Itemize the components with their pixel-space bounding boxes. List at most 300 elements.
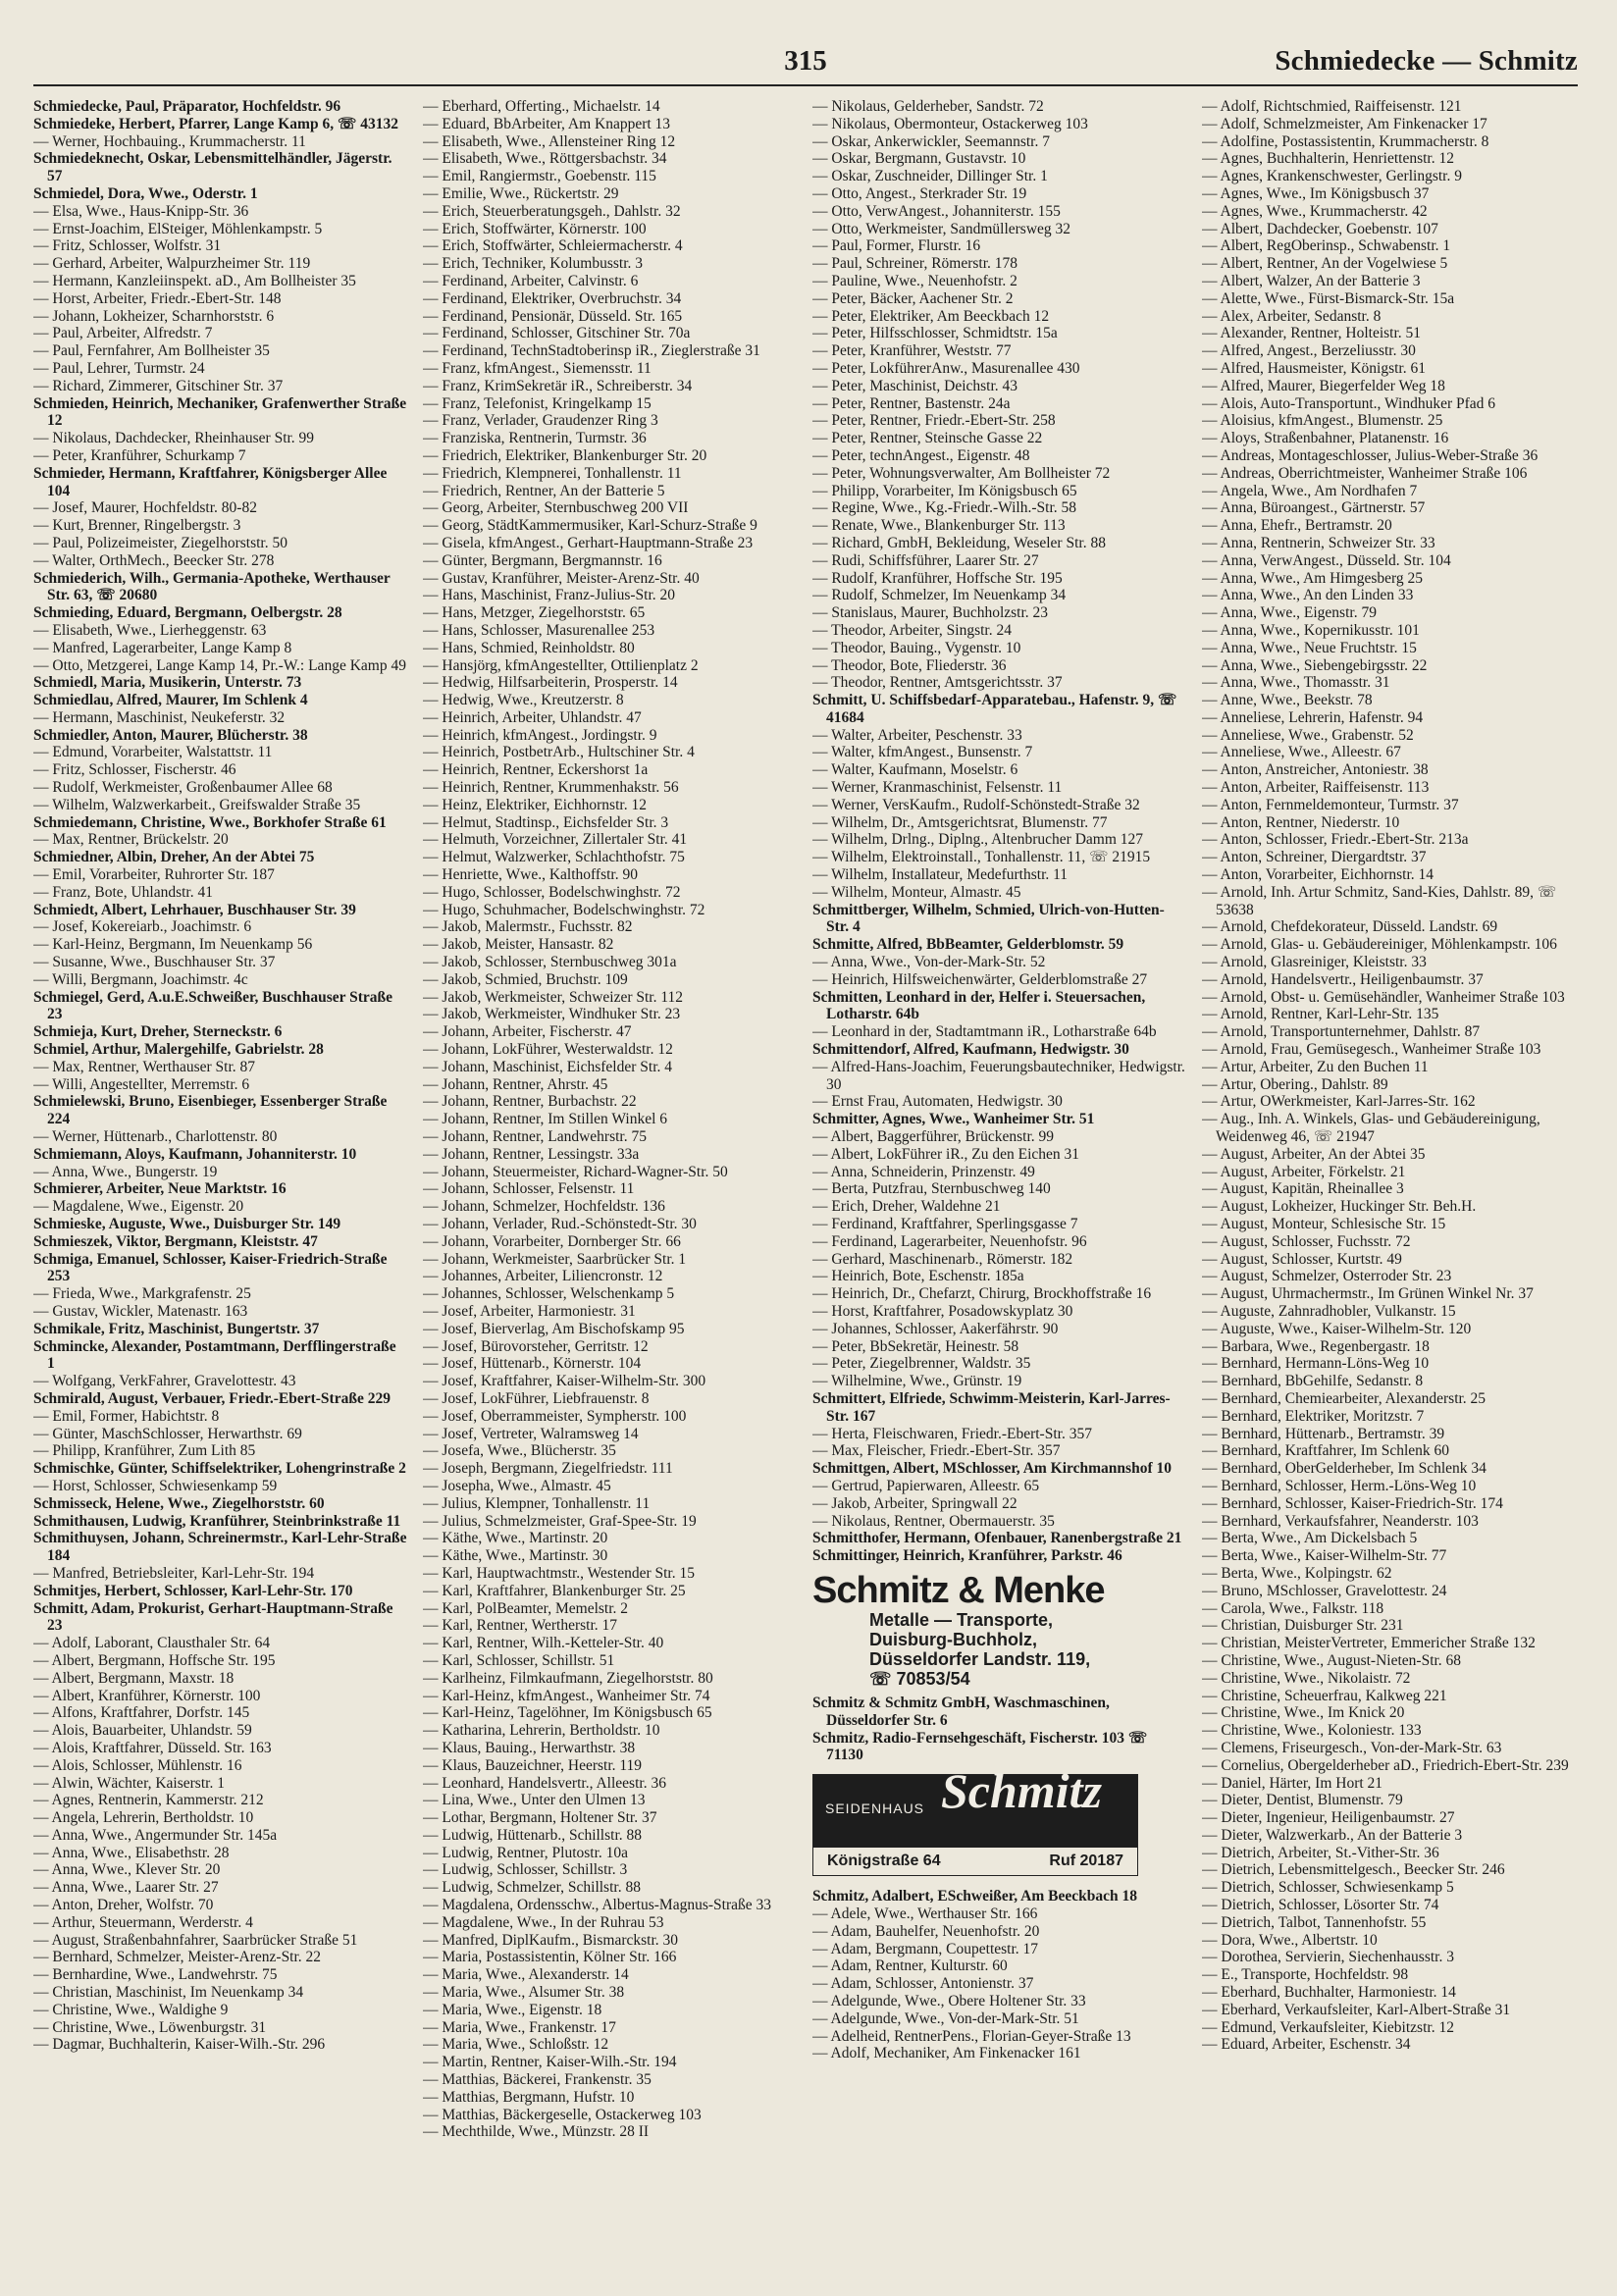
directory-entry: — Bernhard, OberGelderheber, Im Schlenk 34: [1202, 1460, 1487, 1478]
directory-entry: — Adam, Schlosser, Antonienstr. 37: [812, 1975, 1034, 1993]
directory-entry: — Walter, Kaufmann, Moselstr. 6: [812, 761, 1018, 779]
directory-entry: — Adele, Wwe., Werthauser Str. 166: [812, 1905, 1038, 1922]
directory-entry: — Berta, Putzfrau, Sternbuschweg 140: [812, 1180, 1051, 1198]
directory-entry: — Gertrud, Papierwaren, Alleestr. 65: [812, 1477, 1040, 1494]
directory-entry: — Arnold, Handelsvertr., Heiligenbaumstr. 37: [1202, 970, 1484, 988]
directory-entry: — Hansjörg, kfmAngestellter, Ottilienplatz 2: [423, 656, 699, 674]
directory-entry: — Gustav, Kranführer, Meister-Arenz-Str. 40: [423, 569, 700, 587]
directory-entry: — Peter, Ziegelbrenner, Waldstr. 35: [812, 1355, 1031, 1373]
directory-entry: — Joseph, Bergmann, Ziegelfriedstr. 111: [423, 1460, 673, 1478]
directory-entry: — Georg, StädtKammermusiker, Karl-Schurz-Straße 9: [423, 517, 757, 535]
directory-entry: — Anton, Anstreicher, Antoniestr. 38: [1202, 761, 1429, 779]
directory-entry: — Alex, Arbeiter, Sedanstr. 8: [1202, 307, 1382, 325]
directory-entry: — Käthe, Wwe., Martinstr. 30: [423, 1547, 608, 1565]
directory-entry: — Arnold, Chefdekorateur, Düsseld. Landstr. 69: [1202, 918, 1498, 936]
directory-entry: — Friedrich, Elektriker, Blankenburger Str. 20: [423, 446, 707, 464]
directory-entry: Schmiedemann, Christine, Wwe., Borkhofer Straße 61: [33, 813, 387, 831]
directory-entry: — August, Uhrmachermstr., Im Grünen Winkel Nr. 37: [1202, 1285, 1534, 1303]
directory-entry: — Wilhelm, Installateur, Medefurthstr. 11: [812, 866, 1069, 884]
directory-entry: Schmittinger, Heinrich, Kranführer, Parkstr. 46: [812, 1547, 1122, 1565]
directory-entry: — Julius, Schmelzmeister, Graf-Spee-Str. 19: [423, 1512, 697, 1530]
directory-entry: — Philipp, Kranführer, Zum Lith 85: [33, 1442, 256, 1460]
directory-entry: — Josef, Arbeiter, Harmoniestr. 31: [423, 1302, 636, 1320]
directory-entry: — Maria, Wwe., Eigenstr. 18: [423, 2001, 602, 2018]
directory-entry: — Ernst-Joachim, ElSteiger, Möhlenkampstr. 5: [33, 220, 323, 237]
directory-entry: — August, Lokheizer, Huckinger Str. Beh.H.: [1202, 1198, 1477, 1216]
directory-entry: — Jakob, Schmied, Bruchstr. 109: [423, 970, 628, 988]
directory-entry: Schmincke, Alexander, Postamtmann, Derfflingerstraße 1: [33, 1337, 396, 1373]
directory-entry: — Andreas, Montageschlosser, Julius-Weber-Straße 36: [1202, 446, 1539, 464]
directory-entry: — Arthur, Steuermann, Werderstr. 4: [33, 1913, 253, 1931]
directory-entry: — Renate, Wwe., Blankenburger Str. 113: [812, 517, 1066, 535]
directory-entry: — Max, Rentner, Brückelstr. 20: [33, 831, 229, 849]
directory-entry: Schmiedlau, Alfred, Maurer, Im Schlenk 4: [33, 692, 308, 709]
directory-entry: — Agnes, Rentnerin, Kammerstr. 212: [33, 1792, 264, 1809]
directory-entry: — Alfred, Maurer, Biegerfelder Weg 18: [1202, 377, 1445, 394]
column-1: [33, 98, 407, 2284]
directory-entry: — Julius, Klempner, Tonhallenstr. 11: [423, 1494, 651, 1512]
directory-entry: — Anna, Wwe., Eigenstr. 79: [1202, 604, 1377, 622]
directory-entry: — Agnes, Wwe., Im Königsbusch 37: [1202, 184, 1430, 202]
directory-entry: — Eberhard, Offerting., Michaelstr. 14: [423, 98, 660, 115]
directory-entry: — Wilhelm, Walzwerkarbeit., Greifswalder Straße 35: [33, 796, 361, 813]
directory-entry: — Johann, Rentner, Im Stillen Winkel 6: [423, 1111, 668, 1128]
directory-entry: Schmittendorf, Alfred, Kaufmann, Hedwigstr. 30: [812, 1041, 1129, 1059]
header-rule: [33, 84, 1578, 86]
ad-line: ☏ 70853/54: [869, 1668, 970, 1689]
directory-entry: — Anton, Rentner, Niederstr. 10: [1202, 813, 1400, 831]
directory-entry: — Werner, Hochbauing., Krummacherstr. 11: [33, 132, 306, 150]
directory-entry: — Paul, Former, Flurstr. 16: [812, 237, 981, 255]
directory-entry: — Elisabeth, Wwe., Lierheggenstr. 63: [33, 621, 267, 639]
directory-entry: — Emil, Rangiermstr., Goebenstr. 115: [423, 168, 656, 185]
page-number: 315: [784, 45, 827, 77]
directory-entry: — Wilhelm, Drlng., Diplng., Altenbrucher Damm 127: [812, 831, 1144, 849]
directory-entry: — Theodor, Bote, Fliederstr. 36: [812, 656, 1007, 674]
directory-entry: — Josef, Vertreter, Walramsweg 14: [423, 1425, 639, 1442]
seidenhaus-footer: [813, 1848, 1137, 1875]
directory-entry: — Berta, Wwe., Kaiser-Wilhelm-Str. 77: [1202, 1547, 1447, 1565]
directory-entry: — Ludwig, Hüttenarb., Schillstr. 88: [423, 1826, 643, 1844]
directory-entry: — Jakob, Werkmeister, Windhuker Str. 23: [423, 1006, 681, 1023]
directory-entry: Schmitten, Leonhard in der, Helfer i. Steuersachen, Lotharstr. 64b: [812, 988, 1146, 1023]
directory-entry: Schmitz, Adalbert, ESchweißer, Am Beeckbach 18: [812, 1888, 1137, 1905]
directory-entry: — Elisabeth, Wwe., Allensteiner Ring 12: [423, 132, 676, 150]
directory-entry: — Berta, Wwe., Am Dickelsbach 5: [1202, 1530, 1418, 1547]
directory-entry: — Gisela, kfmAngest., Gerhart-Hauptmann-Straße 23: [423, 534, 754, 551]
directory-entry: — Anton, Fernmeldemonteur, Turmstr. 37: [1202, 796, 1459, 813]
directory-entry: — Ludwig, Schmelzer, Schillstr. 88: [423, 1879, 641, 1897]
directory-entry: — Eduard, BbArbeiter, Am Knappert 13: [423, 115, 671, 132]
directory-entry: — Peter, BbSekretär, Heinestr. 58: [812, 1337, 1019, 1355]
directory-entry: Schmitthofer, Hermann, Ofenbauer, Ranenbergstraße 21: [812, 1530, 1182, 1547]
directory-entry: Schmitter, Agnes, Wwe., Wanheimer Str. 51: [812, 1111, 1095, 1128]
directory-entry: — Heinrich, PostbetrArb., Hultschiner Str. 4: [423, 744, 695, 761]
schmitz-menke-ad: [812, 1571, 1186, 1689]
directory-entry: — Anne, Wwe., Beekstr. 78: [1202, 692, 1373, 709]
directory-entry: — Katharina, Lehrerin, Bertholdstr. 10: [423, 1722, 660, 1740]
directory-entry: — Kurt, Brenner, Ringelbergstr. 3: [33, 517, 241, 535]
directory-entry: — Manfred, Lagerarbeiter, Lange Kamp 8: [33, 639, 292, 656]
directory-entry: — Peter, Bäcker, Aachener Str. 2: [812, 289, 1014, 307]
directory-entry: — Klaus, Bauzeichner, Heerstr. 119: [423, 1756, 643, 1774]
column-3-entries: [812, 98, 1186, 1565]
directory-entry: — Johann, Schmelzer, Hochfeldstr. 136: [423, 1198, 665, 1216]
directory-entry: — Auguste, Wwe., Kaiser-Wilhelm-Str. 120: [1202, 1320, 1472, 1337]
directory-entry: — Paul, Arbeiter, Alfredstr. 7: [33, 325, 213, 342]
ad-title: Schmitz & Menke: [812, 1569, 1105, 1611]
directory-entry: — Richard, Zimmerer, Gitschiner Str. 37: [33, 377, 284, 394]
directory-entry: Schmitt, Adam, Prokurist, Gerhart-Hauptmann-Straße 23: [33, 1599, 393, 1635]
directory-entry: — Albert, LokFührer iR., Zu den Eichen 31: [812, 1145, 1080, 1163]
directory-entry: — Ferdinand, Kraftfahrer, Sperlingsgasse 7: [812, 1216, 1078, 1232]
directory-entry: — Erich, Stoffwärter, Körnerstr. 100: [423, 220, 647, 237]
directory-entry: — Anna, Wwe., Klever Str. 20: [33, 1861, 221, 1879]
directory-entry: — Franziska, Rentnerin, Turmstr. 36: [423, 430, 647, 447]
directory-entry: — E., Transporte, Hochfeldstr. 98: [1202, 1966, 1409, 1984]
directory-entry: Schmiemann, Aloys, Kaufmann, Johanniterstr. 10: [33, 1145, 357, 1163]
directory-entry: — Adam, Bergmann, Coupettestr. 17: [812, 1940, 1039, 1957]
directory-entry: — Christine, Wwe., Löwenburgstr. 31: [33, 2018, 267, 2036]
directory-entry: — Nikolaus, Obermonteur, Ostackerweg 103: [812, 115, 1088, 132]
directory-entry: — Johann, Rentner, Landwehrstr. 75: [423, 1128, 647, 1146]
directory-entry: — Henriette, Wwe., Kalthoffstr. 90: [423, 866, 638, 884]
directory-entry: — Pauline, Wwe., Neuenhofstr. 2: [812, 272, 1017, 289]
directory-entry: — Dietrich, Schlosser, Lösorter Str. 74: [1202, 1897, 1439, 1914]
directory-entry: — Anna, Wwe., Angermunder Str. 145a: [33, 1826, 278, 1844]
directory-entry: — Carola, Wwe., Falkstr. 118: [1202, 1599, 1384, 1617]
directory-entry: — Karl, Hauptwachtmstr., Westender Str. 15: [423, 1564, 695, 1582]
directory-entry: — Anton, Dreher, Wolfstr. 70: [33, 1897, 214, 1914]
directory-entry: — Heinrich, Rentner, Eckershorst 1a: [423, 761, 649, 779]
directory-entry: — Walter, kfmAngest., Bunsenstr. 7: [812, 744, 1033, 761]
directory-entry: — Albert, Kranführer, Körnerstr. 100: [33, 1687, 261, 1704]
directory-entry: — Otto, VerwAngest., Johanniterstr. 155: [812, 202, 1061, 220]
directory-entry: — Albert, Walzer, An der Batterie 3: [1202, 272, 1421, 289]
directory-entry: — Bernhard, Hermann-Löns-Weg 10: [1202, 1355, 1430, 1373]
directory-entry: — Jakob, Arbeiter, Springwall 22: [812, 1494, 1017, 1512]
directory-entry: — Josef, Kraftfahrer, Kaiser-Wilhelm-Str. 300: [423, 1373, 706, 1390]
directory-entry: — August, Kapitän, Rheinallee 3: [1202, 1180, 1404, 1198]
directory-entry: — Barbara, Wwe., Regenbergastr. 18: [1202, 1337, 1430, 1355]
directory-entry: — Bernhardine, Wwe., Landwehrstr. 75: [33, 1966, 278, 1984]
directory-entry: — Friedrich, Klempnerei, Tonhallenstr. 11: [423, 464, 682, 482]
directory-entry: — Otto, Metzgerei, Lange Kamp 14, Pr.-W.: Lange Kamp 49: [33, 656, 406, 674]
directory-entry: — Alfred, Hausmeister, Königstr. 61: [1202, 359, 1426, 377]
directory-entry: — Ludwig, Schlosser, Schillstr. 3: [423, 1861, 628, 1879]
directory-entry: — Manfred, Betriebsleiter, Karl-Lehr-Str. 194: [33, 1564, 315, 1582]
directory-entry: — Otto, Angest., Sterkrader Str. 19: [812, 184, 1027, 202]
directory-entry: — Heinrich, Dr., Chefarzt, Chirurg, Brockhoffstraße 16: [812, 1285, 1152, 1303]
directory-entry: Schmiedeke, Herbert, Pfarrer, Lange Kamp 6, ☏ 43132: [33, 115, 398, 132]
directory-entry: — Christine, Wwe., Nikolaistr. 72: [1202, 1669, 1411, 1687]
directory-entry: — Richard, GmbH, Bekleidung, Weseler Str. 88: [812, 534, 1106, 551]
directory-entry: — Bernhard, Schmelzer, Meister-Arenz-Str. 22: [33, 1949, 322, 1966]
directory-entry: — Ferdinand, Arbeiter, Calvinstr. 6: [423, 272, 639, 289]
directory-entry: — Johann, Werkmeister, Saarbrücker Str. 1: [423, 1250, 687, 1268]
directory-entry: — Alfons, Kraftfahrer, Dorfstr. 145: [33, 1704, 250, 1722]
directory-entry: — Willi, Angestellter, Merremstr. 6: [33, 1075, 250, 1093]
directory-entry: — Emil, Former, Habichtstr. 8: [33, 1407, 220, 1425]
directory-entry: — Adolf, Richtschmied, Raiffeisenstr. 121: [1202, 98, 1462, 115]
directory-entry: — Helmuth, Vorzeichner, Zillertaler Str. 41: [423, 831, 688, 849]
column-2: [423, 98, 797, 2284]
directory-entry: — Karl, PolBeamter, Memelstr. 2: [423, 1599, 629, 1617]
directory-entry: — Arnold, Obst- u. Gemüsehändler, Wanheimer Straße 103: [1202, 988, 1565, 1006]
directory-entry: — Matthias, Bergmann, Hufstr. 10: [423, 2088, 635, 2106]
directory-entry: — Josefa, Wwe., Blücherstr. 35: [423, 1442, 616, 1460]
directory-entry: Schmiederich, Wilh., Germania-Apotheke, Werthauser Str. 63, ☏ 20680: [33, 569, 391, 604]
directory-entry: — Ferdinand, Pensionär, Düsseld. Str. 165: [423, 307, 683, 325]
directory-entry: — Josef, Kokereiarb., Joachimstr. 6: [33, 918, 252, 936]
directory-entry: Schmiga, Emanuel, Schlosser, Kaiser-Friedrich-Straße 253: [33, 1250, 388, 1285]
directory-entry: — Hermann, Kanzleiinspekt. aD., Am Bollheister 35: [33, 272, 356, 289]
directory-entry: — Johannes, Schlosser, Aakerfährstr. 90: [812, 1320, 1059, 1337]
directory-entry: — Eberhard, Verkaufsleiter, Karl-Albert-Straße 31: [1202, 2001, 1511, 2018]
directory-entry: — Anna, Wwe., Laarer Str. 27: [33, 1879, 219, 1897]
directory-entry: — Auguste, Zahnradhobler, Vulkanstr. 15: [1202, 1302, 1456, 1320]
directory-entry: — Hans, Schlosser, Masurenallee 253: [423, 621, 655, 639]
directory-entry: — Ferdinand, Elektriker, Overbruchstr. 34: [423, 289, 682, 307]
directory-entry: — Oskar, Ankerwickler, Seemannstr. 7: [812, 132, 1050, 150]
directory-entry: — Susanne, Wwe., Buschhauser Str. 37: [33, 954, 276, 971]
directory-entry: — Cornelius, Obergelderheber aD., Friedrich-Ebert-Str. 239: [1202, 1756, 1569, 1774]
directory-entry: — Johann, Verlader, Rud.-Schönstedt-Str. 30: [423, 1216, 697, 1232]
directory-entry: — Franz, kfmAngest., Siemensstr. 11: [423, 359, 652, 377]
directory-entry: — Anna, Wwe., Von-der-Mark-Str. 52: [812, 954, 1046, 971]
directory-entry: — Albert, Dachdecker, Goebenstr. 107: [1202, 220, 1438, 237]
directory-entry: — Ernst Frau, Automaten, Hedwigstr. 30: [812, 1093, 1063, 1111]
seidenhaus-address: Königstraße 64: [827, 1852, 941, 1870]
directory-entry: — Hedwig, Hilfsarbeiterin, Prosperstr. 14: [423, 674, 678, 692]
directory-entry: — Peter, Kranführer, Weststr. 77: [812, 342, 1012, 360]
directory-entry: — August, Schlosser, Kurtstr. 49: [1202, 1250, 1402, 1268]
directory-entry: — Johann, Lokheizer, Scharnhorststr. 6: [33, 307, 275, 325]
directory-entry: — Hugo, Schuhmacher, Bodelschwinghstr. 72: [423, 901, 705, 918]
directory-entry: — Leonhard, Handelsvertr., Alleestr. 36: [423, 1774, 666, 1792]
directory-entry: — Anna, Wwe., Elisabethstr. 28: [33, 1844, 230, 1861]
directory-entry: — Artur, Obering., Dahlstr. 89: [1202, 1075, 1388, 1093]
directory-entry: — Johann, Steuermeister, Richard-Wagner-Str. 50: [423, 1163, 728, 1180]
directory-entry: — Wilhelmine, Wwe., Grünstr. 19: [812, 1373, 1022, 1390]
directory-entry: — Anna, Wwe., Am Himgesberg 25: [1202, 569, 1424, 587]
directory-entry: — Dorothea, Servierin, Siechenhausstr. 3: [1202, 1949, 1454, 1966]
directory-entry: — Albert, Bergmann, Hoffsche Str. 195: [33, 1651, 276, 1669]
directory-entry: — Maria, Wwe., Alexanderstr. 14: [423, 1966, 629, 1984]
directory-entry: — Rudolf, Schmelzer, Im Neuenkamp 34: [812, 587, 1067, 604]
directory-entry: — Hugo, Schlosser, Bodelschwinghstr. 72: [423, 883, 681, 901]
seidenhaus-ad: [812, 1763, 1138, 1876]
directory-entry: — Josef, Oberrammeister, Sympherstr. 100: [423, 1407, 687, 1425]
directory-entry: — Maria, Wwe., Frankenstr. 17: [423, 2018, 616, 2036]
directory-columns: [33, 98, 1578, 2284]
directory-entry: — Alois, Schlosser, Mühlenstr. 16: [33, 1756, 242, 1774]
directory-entry: — August, Arbeiter, An der Abtei 35: [1202, 1145, 1426, 1163]
directory-entry: — Peter, Elektriker, Am Beeckbach 12: [812, 307, 1050, 325]
directory-entry: — Emilie, Wwe., Rückertstr. 29: [423, 184, 619, 202]
directory-entry: — Albert, Rentner, An der Vogelwiese 5: [1202, 255, 1448, 273]
directory-entry: — Bernhard, Verkaufsfahrer, Neanderstr. 103: [1202, 1512, 1479, 1530]
directory-entry: Schmielewski, Bruno, Eisenbieger, Essenberger Straße 224: [33, 1093, 388, 1128]
directory-entry: — Agnes, Buchhalterin, Henriettenstr. 12: [1202, 150, 1454, 168]
column-3-after-entries: [812, 1888, 1186, 2062]
seidenhaus-banner: [813, 1763, 1137, 1848]
directory-entry: — Karlheinz, Filmkaufmann, Ziegelhorststr. 80: [423, 1669, 713, 1687]
directory-entry: — Heinrich, Arbeiter, Uhlandstr. 47: [423, 708, 642, 726]
directory-entry: — Albert, Baggerführer, Brückenstr. 99: [812, 1128, 1055, 1146]
directory-entry: — Fritz, Schlosser, Wolfstr. 31: [33, 237, 222, 255]
directory-entry: — Paul, Lehrer, Turmstr. 24: [33, 359, 205, 377]
directory-entry: — Hans, Maschinist, Franz-Julius-Str. 20: [423, 587, 676, 604]
directory-entry: — Wilhelm, Elektroinstall., Tonhallenstr. 11, ☏ 21915: [812, 849, 1151, 866]
directory-entry: — Dietrich, Schlosser, Schwiesenkamp 5: [1202, 1879, 1454, 1897]
directory-entry: — Herta, Fleischwaren, Friedr.-Ebert-Str. 357: [812, 1425, 1092, 1442]
column-3: [812, 98, 1186, 2284]
directory-entry: — Ferdinand, TechnStadtoberinsp iR., Zieglerstraße 31: [423, 342, 760, 360]
directory-entry: Schmithausen, Ludwig, Kranführer, Steinbrinkstraße 11: [33, 1512, 401, 1530]
directory-entry: Schmiedeknecht, Oskar, Lebensmittelhändler, Jägerstr. 57: [33, 150, 392, 185]
directory-entry: — Rudolf, Kranführer, Hoffsche Str. 195: [812, 569, 1063, 587]
directory-entry: — Philipp, Vorarbeiter, Im Königsbusch 65: [812, 482, 1077, 499]
directory-entry: — Adam, Rentner, Kulturstr. 60: [812, 1957, 1008, 1975]
directory-entry: — Dora, Wwe., Albertstr. 10: [1202, 1931, 1378, 1949]
directory-entry: — Matthias, Bäckergeselle, Ostackerweg 103: [423, 2106, 702, 2123]
directory-entry: — Arnold, Rentner, Karl-Lehr-Str. 135: [1202, 1006, 1439, 1023]
directory-entry: — Alfred, Angest., Berzeliusstr. 30: [1202, 342, 1416, 360]
directory-entry: — Ferdinand, Lagerarbeiter, Neuenhofstr. 96: [812, 1232, 1087, 1250]
directory-entry: Schmittgen, Albert, MSchlosser, Am Kirchmannshof 10: [812, 1460, 1172, 1478]
directory-entry: — Jakob, Malermstr., Fuchsstr. 82: [423, 918, 633, 936]
directory-entry: — Werner, Kranmaschinist, Felsenstr. 11: [812, 779, 1063, 797]
directory-entry: — Arnold, Frau, Gemüsegesch., Wanheimer Straße 103: [1202, 1041, 1541, 1059]
directory-entry: Schmiel, Arthur, Malergehilfe, Gabrielstr. 28: [33, 1041, 324, 1059]
directory-entry: Schmieding, Eduard, Bergmann, Oelbergstr. 28: [33, 604, 342, 622]
directory-entry: — Hans, Metzger, Ziegelhorststr. 65: [423, 604, 646, 622]
directory-entry: — Karl-Heinz, Bergmann, Im Neuenkamp 56: [33, 936, 313, 954]
directory-entry: — Horst, Schlosser, Schwiesenkamp 59: [33, 1477, 278, 1494]
directory-entry: — Daniel, Härter, Im Hort 21: [1202, 1774, 1383, 1792]
directory-entry: Schmieja, Kurt, Dreher, Sterneckstr. 6: [33, 1023, 283, 1041]
directory-entry: — Albert, RegOberinsp., Schwabenstr. 1: [1202, 237, 1451, 255]
directory-entry: — Johann, Rentner, Lessingstr. 33a: [423, 1145, 640, 1163]
directory-entry: — Christine, Wwe., Im Knick 20: [1202, 1704, 1405, 1722]
directory-entry: Schmiedl, Maria, Musikerin, Unterstr. 73: [33, 674, 302, 692]
directory-entry: — August, Schlosser, Fuchsstr. 72: [1202, 1232, 1411, 1250]
directory-entry: — Angela, Wwe., Am Nordhafen 7: [1202, 482, 1418, 499]
directory-entry: Schmiedel, Dora, Wwe., Oderstr. 1: [33, 184, 258, 202]
directory-entry: — Johann, Rentner, Burbachstr. 22: [423, 1093, 637, 1111]
directory-entry: — Clemens, Friseurgesch., Von-der-Mark-Str. 63: [1202, 1739, 1502, 1756]
directory-entry: — Franz, Telefonist, Kringelkamp 15: [423, 394, 652, 412]
seidenhaus-label: SEIDENHAUS: [825, 1800, 925, 1817]
directory-entry: — Anna, Schneiderin, Prinzenstr. 49: [812, 1163, 1035, 1180]
directory-entry: — Anna, Wwe., Neue Fruchtstr. 15: [1202, 639, 1417, 656]
directory-entry: — Heinrich, Hilfsweichenwärter, Gelderblomstraße 27: [812, 970, 1148, 988]
directory-entry: — Fritz, Schlosser, Fischerstr. 46: [33, 761, 236, 779]
directory-entry: — Dieter, Ingenieur, Heiligenbaumstr. 27: [1202, 1809, 1455, 1827]
directory-entry: Schmirald, August, Verbauer, Friedr.-Ebert-Straße 229: [33, 1389, 391, 1407]
directory-entry: — Anna, Rentnerin, Schweizer Str. 33: [1202, 534, 1435, 551]
directory-entry: — Walter, OrthMech., Beecker Str. 278: [33, 551, 275, 569]
directory-entry: — Christian, MeisterVertreter, Emmericher Straße 132: [1202, 1635, 1536, 1652]
directory-entry: — Josepha, Wwe., Almastr. 45: [423, 1477, 611, 1494]
directory-entry: — Edmund, Vorarbeiter, Walstattstr. 11: [33, 744, 273, 761]
directory-entry: — Maria, Postassistentin, Kölner Str. 166: [423, 1949, 677, 1966]
directory-entry: Schmieder, Hermann, Kraftfahrer, Königsberger Allee 104: [33, 464, 388, 499]
directory-entry: — Helmut, Walzwerker, Schlachthofstr. 75: [423, 849, 685, 866]
directory-entry: — Franz, Verlader, Graudenzer Ring 3: [423, 412, 658, 430]
directory-entry: — Anneliese, Wwe., Grabenstr. 52: [1202, 726, 1414, 744]
directory-entry: — Eberhard, Buchhalter, Harmoniestr. 14: [1202, 1984, 1456, 2002]
directory-entry: — Bernhard, Hüttenarb., Bertramstr. 39: [1202, 1425, 1445, 1442]
directory-entry: Schmittberger, Wilhelm, Schmied, Ulrich-von-Hutten-Str. 4: [812, 901, 1165, 936]
directory-entry: — Peter, Kranführer, Schurkamp 7: [33, 446, 246, 464]
directory-entry: — Bernhard, BbGehilfe, Sedanstr. 8: [1202, 1373, 1424, 1390]
directory-entry: Schmieske, Auguste, Wwe., Duisburger Str. 149: [33, 1216, 341, 1232]
directory-entry: — Günter, Bergmann, Bergmannstr. 16: [423, 551, 662, 569]
directory-entry: — August, Arbeiter, Förkelstr. 21: [1202, 1163, 1406, 1180]
directory-entry: — Erich, Steuerberatungsgeh., Dahlstr. 32: [423, 202, 681, 220]
seidenhaus-phone: Ruf 20187: [1049, 1852, 1123, 1870]
directory-entry: — Paul, Fernfahrer, Am Bollheister 35: [33, 342, 270, 360]
page-header: [33, 43, 1578, 82]
directory-entry: — Magdalene, Wwe., In der Ruhrau 53: [423, 1913, 664, 1931]
directory-entry: — Elsa, Wwe., Haus-Knipp-Str. 36: [33, 202, 249, 220]
directory-entry: — Alfred-Hans-Joachim, Feuerungsbautechniker, Hedwigstr. 30: [812, 1058, 1185, 1093]
directory-entry: — Anna, Büroangest., Gärtnerstr. 57: [1202, 499, 1426, 517]
directory-entry: — Hermann, Maschinist, Neukeferstr. 32: [33, 708, 286, 726]
directory-entry: — Christian, Maschinist, Im Neuenkamp 34: [33, 1984, 304, 2002]
directory-entry: — Helmut, Stadtinsp., Eichsfelder Str. 3: [423, 813, 669, 831]
directory-entry: — Heinrich, Rentner, Krummenhakstr. 56: [423, 779, 679, 797]
directory-entry: — Dieter, Walzwerkarb., An der Batterie 3: [1202, 1826, 1463, 1844]
directory-entry: — Maria, Wwe., Schloßstr. 12: [423, 2036, 609, 2054]
directory-entry: — Agnes, Wwe., Krummacherstr. 42: [1202, 202, 1428, 220]
directory-entry: Schmierer, Arbeiter, Neue Marktstr. 16: [33, 1180, 287, 1198]
directory-entry: — Maria, Wwe., Alsumer Str. 38: [423, 1984, 625, 2002]
directory-entry: — Oskar, Zuschneider, Dillinger Str. 1: [812, 168, 1048, 185]
directory-entry: — Theodor, Rentner, Amtsgerichtsstr. 37: [812, 674, 1063, 692]
directory-entry: — Johannes, Arbeiter, Liliencronstr. 12: [423, 1268, 663, 1285]
directory-entry: — Anton, Schreiner, Diergardtstr. 37: [1202, 849, 1427, 866]
ad-line: Duisburg-Buchholz,: [869, 1629, 1037, 1649]
directory-entry: — Josef, Bierverlag, Am Bischofskamp 95: [423, 1320, 685, 1337]
directory-entry: — Georg, Arbeiter, Sternbuschweg 200 VII: [423, 499, 689, 517]
directory-entry: — Dieter, Dentist, Blumenstr. 79: [1202, 1792, 1403, 1809]
directory-entry: — Christine, Wwe., Waldighe 9: [33, 2001, 229, 2018]
directory-entry: — Karl, Rentner, Wertherstr. 17: [423, 1617, 618, 1635]
directory-entry: — Johann, Vorarbeiter, Dornberger Str. 66: [423, 1232, 681, 1250]
directory-entry: — Josef, Bürovorsteher, Gerritstr. 12: [423, 1337, 649, 1355]
directory-entry: — Christine, Wwe., Koloniestr. 133: [1202, 1722, 1422, 1740]
directory-entry: — August, Schmelzer, Osterroder Str. 23: [1202, 1268, 1452, 1285]
directory-entry: — Dietrich, Talbot, Tannenhofstr. 55: [1202, 1913, 1427, 1931]
directory-entry: — Christine, Scheuerfrau, Kalkweg 221: [1202, 1687, 1447, 1704]
directory-entry: — Karl, Rentner, Wilh.-Ketteler-Str. 40: [423, 1635, 664, 1652]
directory-entry: — Leonhard in der, Stadtamtmann iR., Lotharstraße 64b: [812, 1023, 1157, 1041]
directory-entry: — Anna, Ehefr., Bertramstr. 20: [1202, 517, 1392, 535]
directory-entry: — Magdalene, Wwe., Eigenstr. 20: [33, 1198, 244, 1216]
directory-entry: Schmisseck, Helene, Wwe., Ziegelhorststr. 60: [33, 1494, 325, 1512]
directory-entry: — Max, Fleischer, Friedr.-Ebert-Str. 357: [812, 1442, 1061, 1460]
directory-entry: — Horst, Arbeiter, Friedr.-Ebert-Str. 148: [33, 289, 282, 307]
directory-entry: — Friedrich, Rentner, An der Batterie 5: [423, 482, 665, 499]
directory-entry: — Erich, Techniker, Kolumbusstr. 3: [423, 255, 644, 273]
directory-entry: — Jakob, Schlosser, Sternbuschweg 301a: [423, 954, 677, 971]
directory-entry: — Anton, Schlosser, Friedr.-Ebert-Str. 213a: [1202, 831, 1469, 849]
directory-entry: — Berta, Wwe., Kolpingstr. 62: [1202, 1564, 1392, 1582]
directory-entry: Schmitjes, Herbert, Schlosser, Karl-Lehr-Str. 170: [33, 1582, 353, 1599]
